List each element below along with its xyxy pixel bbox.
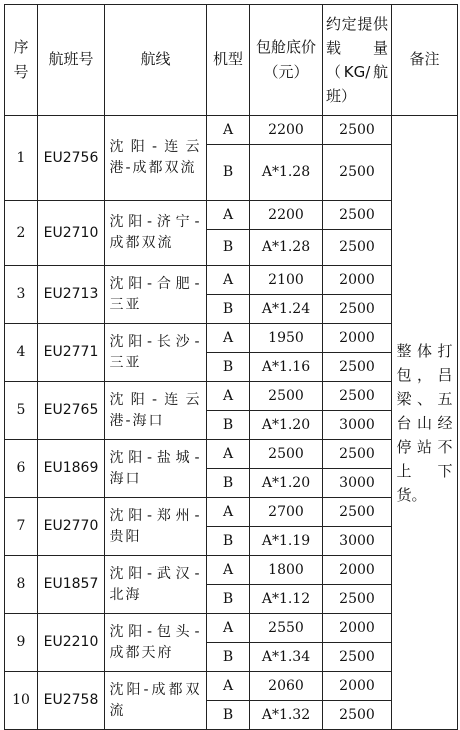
table-row <box>5 201 458 230</box>
header-flight: 航班号 <box>38 5 105 116</box>
flight-cell: EU2765 <box>38 382 105 440</box>
seq-cell: 10 <box>5 672 38 730</box>
table-row <box>5 440 458 469</box>
load-a-cell: 2000 <box>323 614 392 643</box>
seq-cell: 4 <box>5 324 38 382</box>
load-a-cell: 2500 <box>323 382 392 411</box>
price-a-cell: 2200 <box>250 201 323 230</box>
table-row <box>5 266 458 295</box>
seq-cell: 2 <box>5 201 38 266</box>
price-a-cell: 2060 <box>250 672 323 701</box>
route-text: 沈阳-长沙-三亚 <box>109 333 202 371</box>
type-a-cell: A <box>207 672 250 701</box>
load-a-cell: 2500 <box>323 116 392 145</box>
load-a-cell: 2500 <box>323 201 392 230</box>
flight-cell: EU1869 <box>38 440 105 498</box>
seq-cell: 8 <box>5 556 38 614</box>
table-row <box>5 614 458 643</box>
route-cell <box>105 498 207 556</box>
charter-flight-table <box>4 4 458 730</box>
price-b-cell: A*1.20 <box>250 469 323 498</box>
load-b-cell: 3000 <box>323 469 392 498</box>
table-row <box>5 382 458 411</box>
load-b-cell: 2500 <box>323 643 392 672</box>
seq-cell: 9 <box>5 614 38 672</box>
route-cell <box>105 440 207 498</box>
route-cell <box>105 266 207 324</box>
price-b-cell: A*1.32 <box>250 701 323 730</box>
load-a-cell: 2000 <box>323 324 392 353</box>
flight-cell: EU1857 <box>38 556 105 614</box>
route-cell <box>105 614 207 672</box>
type-b-cell: B <box>207 295 250 324</box>
note-text: 整体打包，吕梁、五台山经停站不上下货。 <box>396 341 453 504</box>
route-cell <box>105 672 207 730</box>
load-b-cell: 3000 <box>323 527 392 556</box>
flight-cell: EU2210 <box>38 614 105 672</box>
type-a-cell: A <box>207 440 250 469</box>
price-b-cell: A*1.28 <box>250 145 323 201</box>
price-b-cell: A*1.12 <box>250 585 323 614</box>
table-row <box>5 324 458 353</box>
route-text: 沈阳-郑州-贵阳 <box>109 507 202 545</box>
route-cell <box>105 116 207 201</box>
flight-cell: EU2756 <box>38 116 105 201</box>
load-a-cell: 2000 <box>323 556 392 585</box>
type-a-cell: A <box>207 266 250 295</box>
type-b-cell: B <box>207 527 250 556</box>
price-b-cell: A*1.28 <box>250 230 323 266</box>
header-price: 包舱底价（元） <box>250 5 323 116</box>
table-body <box>5 116 458 730</box>
note-cell <box>392 116 458 730</box>
price-b-cell: A*1.20 <box>250 411 323 440</box>
route-text: 沈阳-武汉-北海 <box>109 565 202 603</box>
type-b-cell: B <box>207 585 250 614</box>
load-a-cell: 2500 <box>323 440 392 469</box>
header-note: 备注 <box>392 5 458 116</box>
table-row <box>5 116 458 145</box>
route-text: 沈阳-包头-成都天府 <box>109 623 202 661</box>
table-row <box>5 556 458 585</box>
type-b-cell: B <box>207 353 250 382</box>
type-a-cell: A <box>207 201 250 230</box>
route-cell <box>105 382 207 440</box>
table-row <box>5 672 458 701</box>
flight-cell: EU2771 <box>38 324 105 382</box>
route-text: 沈阳-合肥-三亚 <box>109 275 202 313</box>
route-text: 沈阳-连云港-成都双流 <box>109 139 202 176</box>
price-b-cell: A*1.19 <box>250 527 323 556</box>
header-row <box>5 5 458 116</box>
type-b-cell: B <box>207 411 250 440</box>
route-cell <box>105 201 207 266</box>
seq-cell: 6 <box>5 440 38 498</box>
type-a-cell: A <box>207 614 250 643</box>
type-b-cell: B <box>207 230 250 266</box>
seq-cell: 5 <box>5 382 38 440</box>
price-b-cell: A*1.24 <box>250 295 323 324</box>
load-b-cell: 2500 <box>323 295 392 324</box>
route-text: 沈阳-连云港-海口 <box>109 391 202 429</box>
load-b-cell: 2500 <box>323 145 392 201</box>
price-a-cell: 2700 <box>250 498 323 527</box>
table-row <box>5 498 458 527</box>
route-text: 沈阳-济宁-成都双流 <box>109 214 202 251</box>
type-a-cell: A <box>207 324 250 353</box>
flight-cell: EU2713 <box>38 266 105 324</box>
route-cell <box>105 324 207 382</box>
price-a-cell: 2200 <box>250 116 323 145</box>
load-b-cell: 2500 <box>323 353 392 382</box>
price-b-cell: A*1.16 <box>250 353 323 382</box>
type-a-cell: A <box>207 382 250 411</box>
load-b-cell: 3000 <box>323 411 392 440</box>
type-b-cell: B <box>207 701 250 730</box>
route-text: 沈阳-盐城-海口 <box>109 449 202 487</box>
route-text: 沈阳-成都双流 <box>109 681 202 719</box>
load-b-cell: 2500 <box>323 230 392 266</box>
flight-cell: EU2770 <box>38 498 105 556</box>
flight-cell: EU2710 <box>38 201 105 266</box>
type-a-cell: A <box>207 116 250 145</box>
load-b-cell: 2500 <box>323 701 392 730</box>
load-a-cell: 2000 <box>323 266 392 295</box>
price-a-cell: 2550 <box>250 614 323 643</box>
price-a-cell: 1800 <box>250 556 323 585</box>
flight-cell: EU2758 <box>38 672 105 730</box>
header-seq: 序号 <box>5 5 38 116</box>
route-cell <box>105 556 207 614</box>
seq-cell: 3 <box>5 266 38 324</box>
header-load: 约定提供载量（KG/航班） <box>323 5 392 116</box>
type-b-cell: B <box>207 145 250 201</box>
load-a-cell: 2500 <box>323 498 392 527</box>
price-a-cell: 2500 <box>250 440 323 469</box>
price-a-cell: 1950 <box>250 324 323 353</box>
price-a-cell: 2500 <box>250 382 323 411</box>
price-a-cell: 2100 <box>250 266 323 295</box>
header-route: 航线 <box>105 5 207 116</box>
price-b-cell: A*1.34 <box>250 643 323 672</box>
header-type: 机型 <box>207 5 250 116</box>
seq-cell: 1 <box>5 116 38 201</box>
seq-cell: 7 <box>5 498 38 556</box>
type-b-cell: B <box>207 469 250 498</box>
load-a-cell: 2000 <box>323 672 392 701</box>
type-b-cell: B <box>207 643 250 672</box>
type-a-cell: A <box>207 556 250 585</box>
type-a-cell: A <box>207 498 250 527</box>
load-b-cell: 2500 <box>323 585 392 614</box>
